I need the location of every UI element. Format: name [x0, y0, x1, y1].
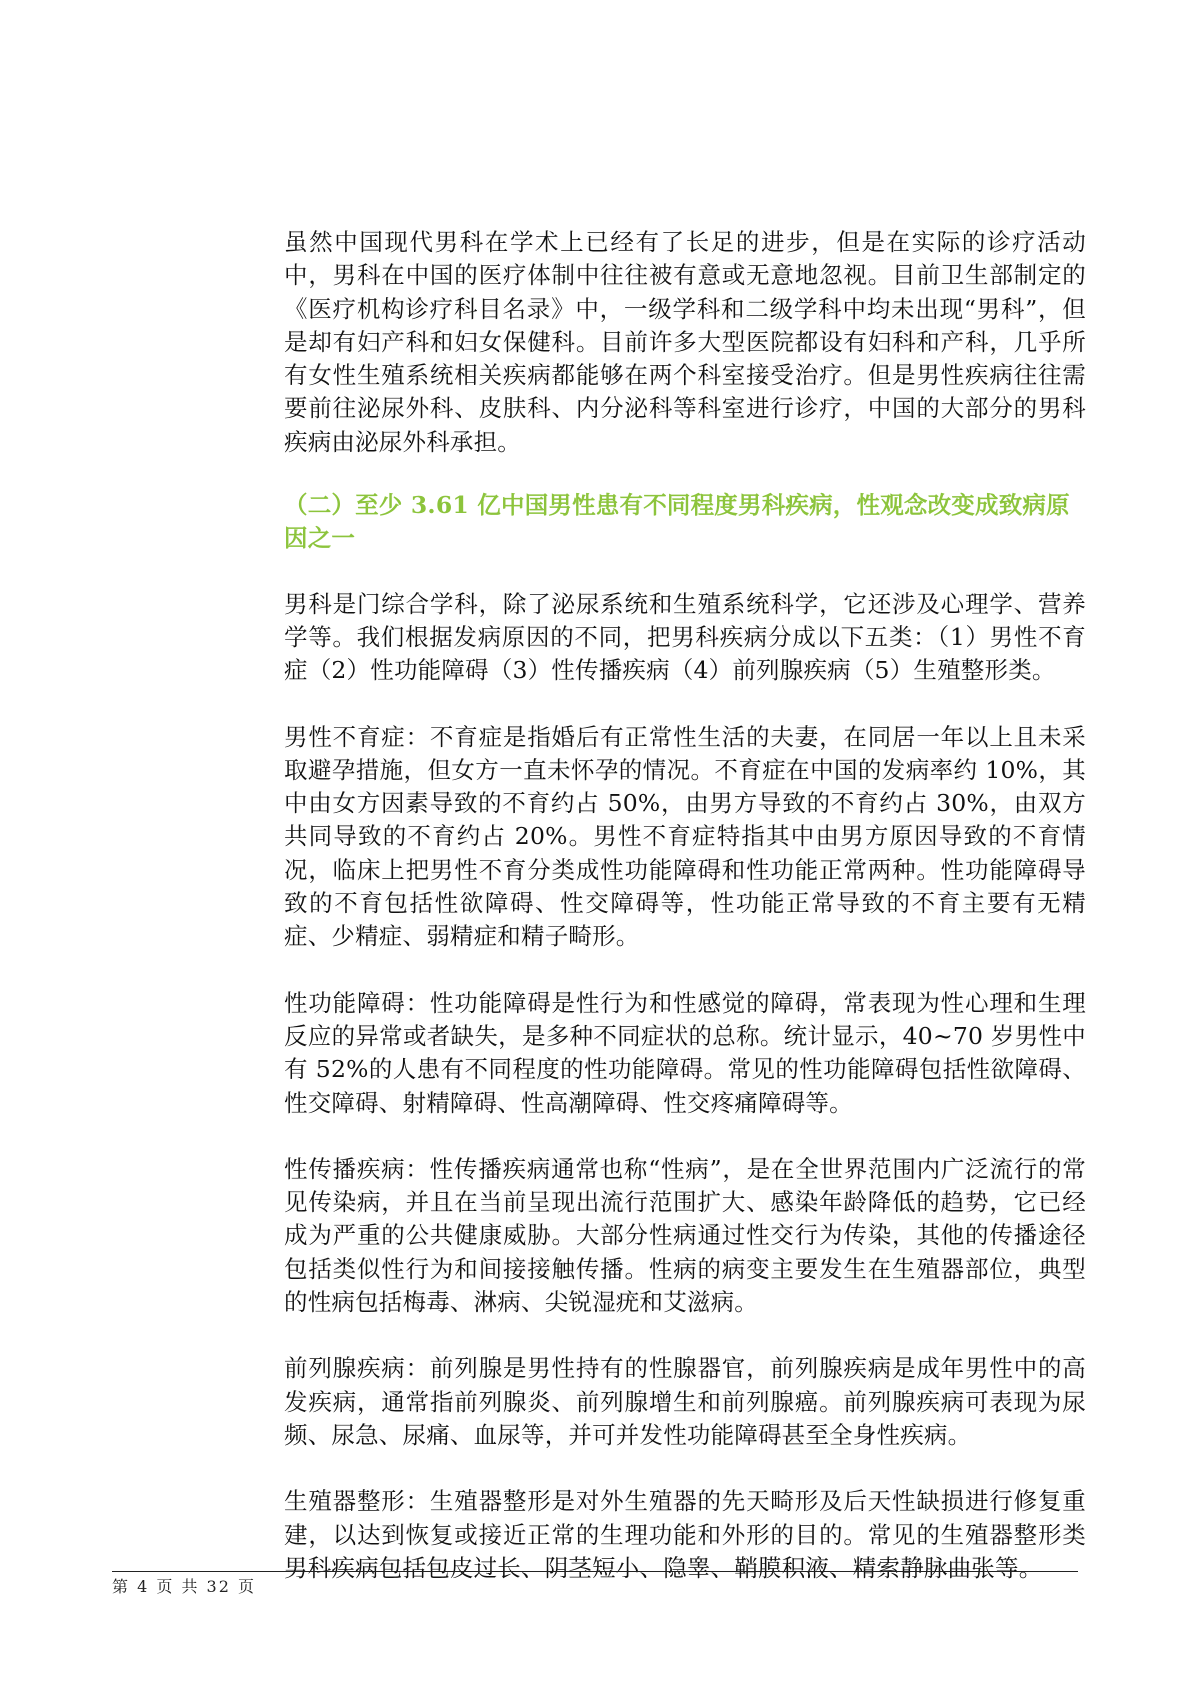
page-body [284, 226, 1086, 1585]
footer-divider [112, 1571, 1078, 1572]
section-heading: （二）至少 3.61 亿中国男性患有不同程度男科疾病，性观念改变成致病原因之一 [284, 491, 1070, 553]
paragraph-sexual-dysfunction: 性功能障碍：性功能障碍是性行为和性感觉的障碍，常表现为性心理和生理反应的异常或者缺失，是多种不同症状的总称。统计显示，40~70 岁男性中有 52%的人患有不同程度的性功能障碍。常见的性功能障碍包括性欲障碍、性交障碍、射精障碍、性高潮障碍、性交疼痛障碍等。 [284, 988, 1086, 1117]
paragraph-genital-plastic: 生殖器整形：生殖器整形是对外生殖器的先天畸形及后天性缺损进行修复重建，以达到恢复或接近正常的生理功能和外形的目的。常见的生殖器整形类男科疾病包括包皮过长、阴茎短小、隐睾、鞘膜积液、精索静脉曲张等。 [284, 1487, 1086, 1582]
intro-paragraph: 虽然中国现代男科在学术上已经有了长足的进步，但是在实际的诊疗活动中，男科在中国的医疗体制中往往被有意或无意地忽视。目前卫生部制定的《医疗机构诊疗科目名录》中，一级学科和二级学科中均未出现“男科”，但是却有妇产科和妇女保健科。目前许多大型医院都设有妇科和产科，几乎所有女性生殖系统相关疾病都能够在两个科室接受治疗。但是男性疾病往往需要前往泌尿外科、皮肤科、内分泌科等科室进行诊疗，中国的大部分的男科疾病由泌尿外科承担。 [284, 228, 1086, 456]
page-number: 第 4 页 共 32 页 [112, 1577, 256, 1596]
paragraph-std: 性传播疾病：性传播疾病通常也称“性病”，是在全世界范围内广泛流行的常见传染病，并且在当前呈现出流行范围扩大、感染年龄降低的趋势，它已经成为严重的公共健康威胁。大部分性病通过性交行为传染，其他的传播途径包括类似性行为和间接接触传播。性病的病变主要发生在生殖器部位，典型的性病包括梅毒、淋病、尖锐湿疣和艾滋病。 [284, 1154, 1086, 1317]
paragraph-overview: 男科是门综合学科，除了泌尿系统和生殖系统科学，它还涉及心理学、营养学等。我们根据发病原因的不同，把男科疾病分成以下五类：（1）男性不育症（2）性功能障碍（3）性传播疾病（4）前列腺疾病（5）生殖整形类。 [284, 589, 1086, 685]
paragraph-prostate: 前列腺疾病：前列腺是男性持有的性腺器官，前列腺疾病是成年男性中的高发疾病，通常指前列腺炎、前列腺增生和前列腺癌。前列腺疾病可表现为尿频、尿急、尿痛、血尿等，并可并发性功能障碍甚至全身性疾病。 [284, 1354, 1086, 1449]
paragraph-male-infertility: 男性不育症：不育症是指婚后有正常性生活的夫妻，在同居一年以上且未采取避孕措施，但女方一直未怀孕的情况。不育症在中国的发病率约 10%，其中由女方因素导致的不育约占 50%，由男方导致的不育约占 30%，由双方共同导致的不育约占 20%。男性不育症特指其中由男方原因导致的不育情况，临床上把男性不育分类成性功能障碍和性功能正常两种。性功能障碍导致的不育包括性欲障碍、性交障碍等，性功能正常导致的不育主要有无精症、少精症、弱精症和精子畸形。 [284, 722, 1086, 951]
